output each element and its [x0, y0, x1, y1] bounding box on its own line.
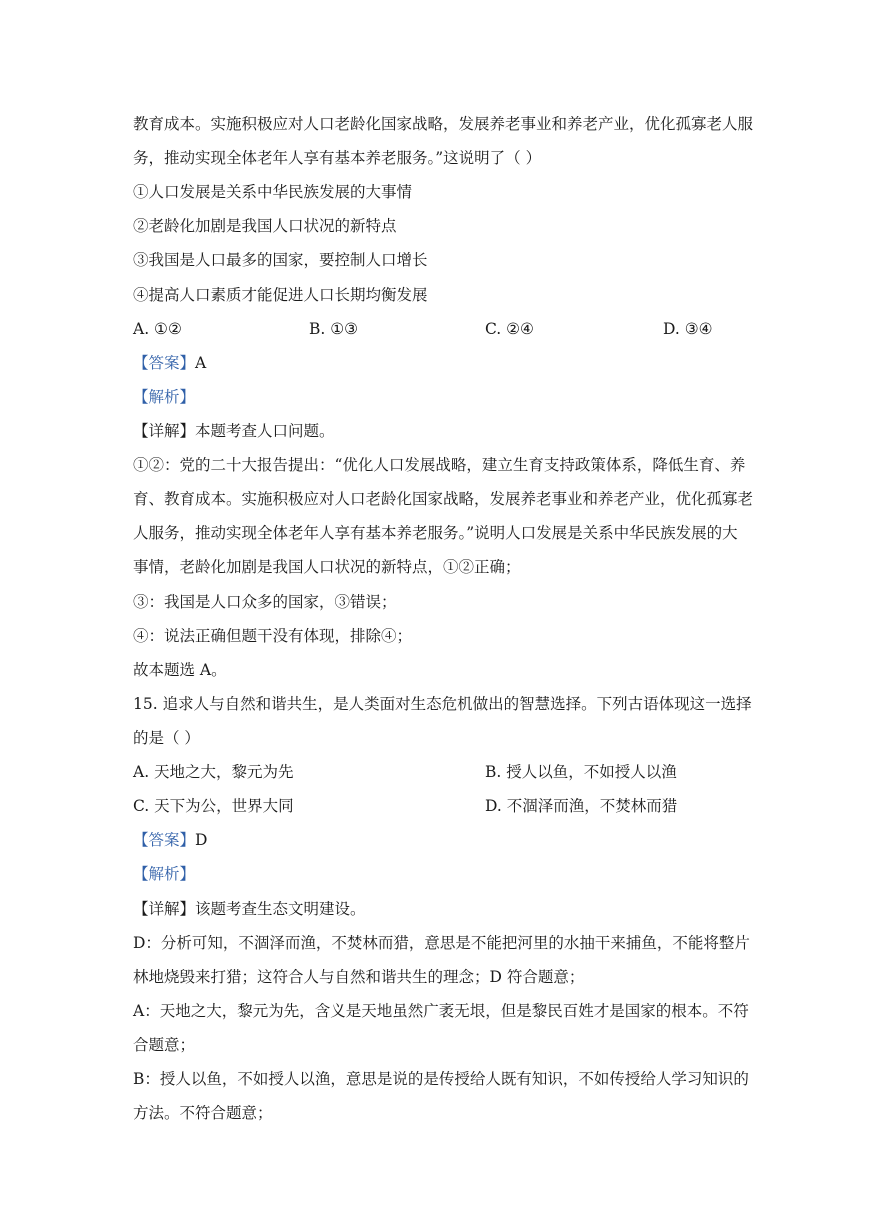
q15-explanation-3: A：天地之大，黎元为先，含义是天地虽然广袤无垠，但是黎民百姓才是国家的根本。不符 [133, 1002, 749, 1020]
q15-explanation-4: 合题意； [133, 1036, 196, 1054]
q15-stem-line-1: 15. 追求人与自然和谐共生，是人类面对生态危机做出的智慧选择。下列古语体现这一选择 [133, 695, 752, 713]
q14-statement-1: ①人口发展是关系中华民族发展的大事情 [133, 183, 413, 201]
q15-option-b: B. 授人以鱼，不如授人以渔 [485, 763, 677, 781]
q15-detail [133, 898, 738, 920]
q14-statement-3: ③我国是人口最多的国家，要控制人口增长 [133, 251, 428, 269]
q14-option-a: A. ①② [133, 320, 182, 338]
q14-explanation-1: ①②：党的二十大报告提出：“优化人口发展战略，建立生育支持政策体系，降低生育、养 [133, 456, 746, 474]
q14-statement-2: ②老龄化加剧是我国人口状况的新特点 [133, 217, 397, 235]
q14-explanation-2: 育、教育成本。实施积极应对人口老龄化国家战略，发展养老事业和养老产业，优化孤寡老 [133, 490, 754, 508]
q15-explanation-2: 林地烧毁来打猎；这符合人与自然和谐共生的理念；D 符合题意； [133, 968, 585, 986]
q14-explanation-4: 事情，老龄化加剧是我国人口状况的新特点，①②正确； [133, 558, 521, 576]
q14-analysis-tag: 【解析】 [133, 388, 196, 406]
q15-option-d: D. 不涸泽而渔，不焚林而猎 [485, 797, 678, 815]
q15-explanation-1: D：分析可知，不涸泽而渔，不焚林而猎，意思是不能把河里的水抽干来捕鱼，不能将整片 [133, 934, 750, 952]
q14-option-c: C. ②④ [485, 320, 534, 338]
q15-option-a: A. 天地之大，黎元为先 [133, 763, 294, 781]
answer-value: D [195, 831, 208, 849]
q15-explanation-5: B：授人以鱼，不如授人以渔，意思是说的是传授给人既有知识，不如传授给人学习知识的 [133, 1070, 749, 1088]
detail-text: 本题考查人口问题。 [195, 422, 335, 440]
q15-answer [133, 829, 738, 851]
q14-stem-line-1: 教育成本。实施积极应对人口老龄化国家战略，发展养老事业和养老产业，优化孤寡老人服 [133, 115, 754, 133]
detail-text: 该题考查生态文明建设。 [195, 900, 366, 918]
answer-tag: 【答案】 [133, 831, 196, 849]
q14-option-d: D. ③④ [663, 320, 713, 338]
q14-answer [133, 352, 738, 374]
q15-analysis-tag: 【解析】 [133, 865, 196, 883]
q14-explanation-7: 故本题选 A。 [133, 661, 227, 679]
detail-tag: 【详解】 [133, 422, 196, 440]
answer-tag: 【答案】 [133, 354, 196, 372]
q15-option-c: C. 天下为公，世界大同 [133, 797, 294, 815]
answer-value: A [195, 354, 207, 372]
q15-explanation-6: 方法。不符合题意； [133, 1104, 273, 1122]
q14-explanation-6: ④：说法正确但题干没有体现，排除④； [133, 627, 413, 645]
q14-explanation-5: ③：我国是人口众多的国家，③错误； [133, 593, 397, 611]
q14-statement-4: ④提高人口素质才能促进人口长期均衡发展 [133, 286, 428, 304]
q14-detail [133, 420, 738, 442]
detail-tag: 【详解】 [133, 900, 196, 918]
q14-stem-line-2: 务，推动实现全体老年人享有基本养老服务。”这说明了（ ） [133, 149, 542, 167]
q15-stem-line-2: 的是（ ） [133, 729, 200, 747]
q14-explanation-3: 人服务，推动实现全体老年人享有基本养老服务。”说明人口发展是关系中华民族发展的大 [133, 524, 738, 542]
q14-option-b: B. ①③ [309, 320, 359, 338]
